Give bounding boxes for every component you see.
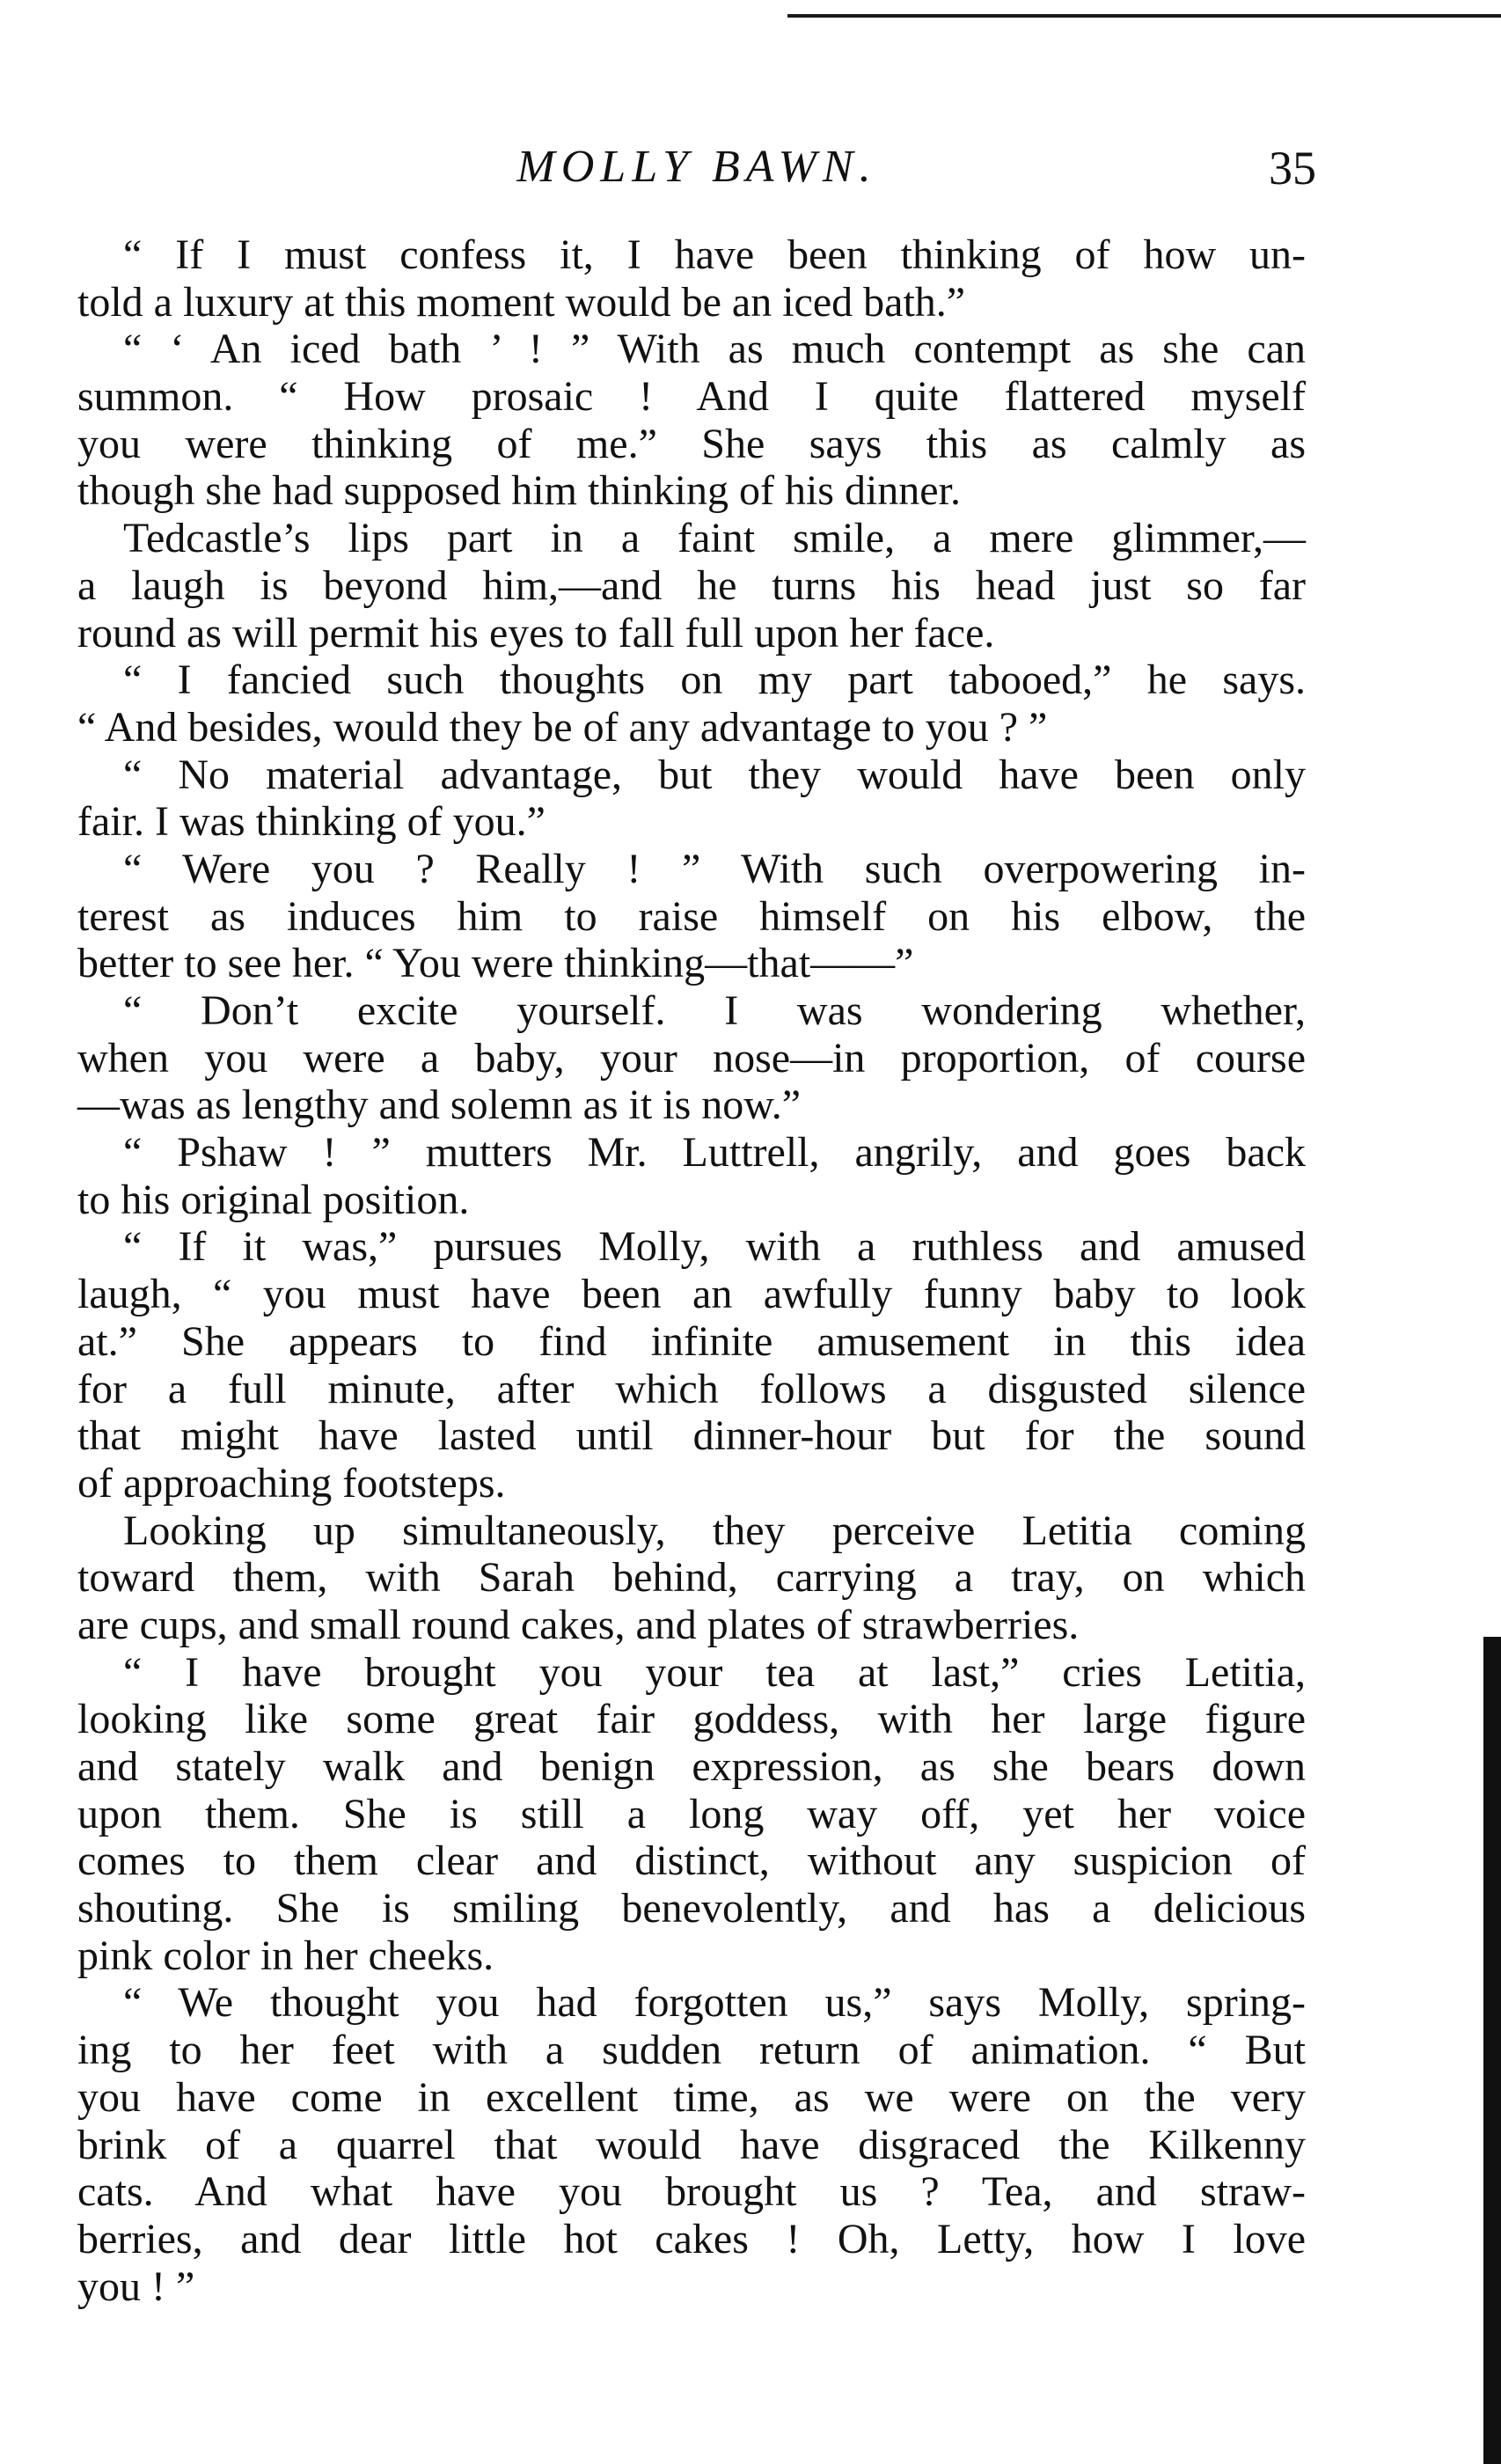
text-line: shouting. She is smiling benevolently, and has a delicious [77, 1885, 1306, 1932]
text-line: brink of a quarrel that would have disgraced the Kilkenny [77, 2121, 1306, 2168]
body-text [77, 231, 1306, 2310]
text-line: and stately walk and benign expression, as she bears down [77, 1743, 1306, 1790]
page-header [77, 141, 1316, 202]
text-line: a laugh is beyond him,—and he turns his head just so far [77, 561, 1306, 609]
text-line: for a full minute, after which follows a disgusted silence [77, 1365, 1306, 1412]
text-line: “ ‘ An iced bath ’ ! ” With as much contempt as she can [123, 326, 1306, 373]
text-line: you have come in excellent time, as we were on the very [77, 2073, 1306, 2121]
text-line: when you were a baby, your nose—in proportion, of course [77, 1034, 1306, 1082]
text-line: “ No material advantage, but they would have been only [123, 751, 1306, 798]
text-line: pink color in her cheeks. [77, 1932, 494, 1979]
text-line: you were thinking of me.” She says this as calmly as [77, 420, 1306, 467]
text-line: at.” She appears to find infinite amusement in this idea [77, 1317, 1306, 1365]
page-number: 35 [1269, 142, 1316, 194]
right-edge-shadow [1483, 1637, 1501, 2464]
text-line: “ Were you ? Really ! ” With such overpowering in- [123, 845, 1306, 892]
running-title: MOLLY BAWN. [516, 142, 877, 192]
text-line: to his original position. [77, 1176, 470, 1223]
text-line: “ Pshaw ! ” mutters Mr. Luttrell, angrily, and goes back [123, 1129, 1306, 1177]
text-line: that might have lasted until dinner-hour but for the sound [77, 1412, 1306, 1460]
text-line: looking like some great fair goddess, with her large figure [77, 1696, 1306, 1743]
text-line: berries, and dear little hot cakes ! Oh, Letty, how I love [77, 2215, 1306, 2262]
text-line: Tedcastle’s lips part in a faint smile, a mere glimmer,— [123, 515, 1306, 562]
text-line: cats. And what have you brought us ? Tea, and straw- [77, 2168, 1306, 2216]
text-line: though she had supposed him thinking of his dinner. [77, 467, 961, 515]
text-line: you ! ” [77, 2262, 195, 2310]
text-line: “ I fancied such thoughts on my part tabooed,” he says. [123, 656, 1306, 704]
text-line: fair. I was thinking of you.” [77, 798, 545, 846]
text-line: —was as lengthy and solemn as it is now.” [77, 1082, 802, 1129]
text-line: terest as induces him to raise himself on his elbow, the [77, 892, 1306, 940]
text-line: better to see her. “ You were thinking—that——” [77, 940, 914, 987]
text-line: round as will permit his eyes to fall full upon her face. [77, 609, 995, 656]
text-line: “ And besides, would they be of any advantage to you ? ” [77, 703, 1048, 751]
text-line: comes to them clear and distinct, without any suspicion of [77, 1837, 1306, 1885]
text-line: upon them. She is still a long way off, yet her voice [77, 1790, 1306, 1837]
text-line: Looking up simultaneously, they perceive Letitia coming [123, 1507, 1306, 1554]
text-line: are cups, and small round cakes, and plates of strawberries. [77, 1601, 1080, 1648]
text-line: “ If it was,” pursues Molly, with a ruthless and amused [123, 1223, 1306, 1271]
text-line: laugh, “ you must have been an awfully funny baby to look [77, 1271, 1306, 1318]
top-edge-rule [787, 14, 1501, 18]
text-line: ing to her feet with a sudden return of animation. “ But [77, 2027, 1306, 2074]
text-line: “ Don’t excite yourself. I was wondering whether, [123, 987, 1306, 1034]
text-line: summon. “ How prosaic ! And I quite flattered myself [77, 373, 1306, 421]
text-line: “ I have brought you your tea at last,” cries Letitia, [123, 1648, 1306, 1696]
text-line: of approaching footsteps. [77, 1459, 506, 1507]
text-line: told a luxury at this moment would be an iced bath.” [77, 278, 966, 326]
text-line: toward them, with Sarah behind, carrying a tray, on which [77, 1554, 1306, 1602]
text-line: “ We thought you had forgotten us,” says Molly, spring- [123, 1979, 1306, 2027]
text-line: “ If I must confess it, I have been thinking of how un- [123, 231, 1306, 278]
